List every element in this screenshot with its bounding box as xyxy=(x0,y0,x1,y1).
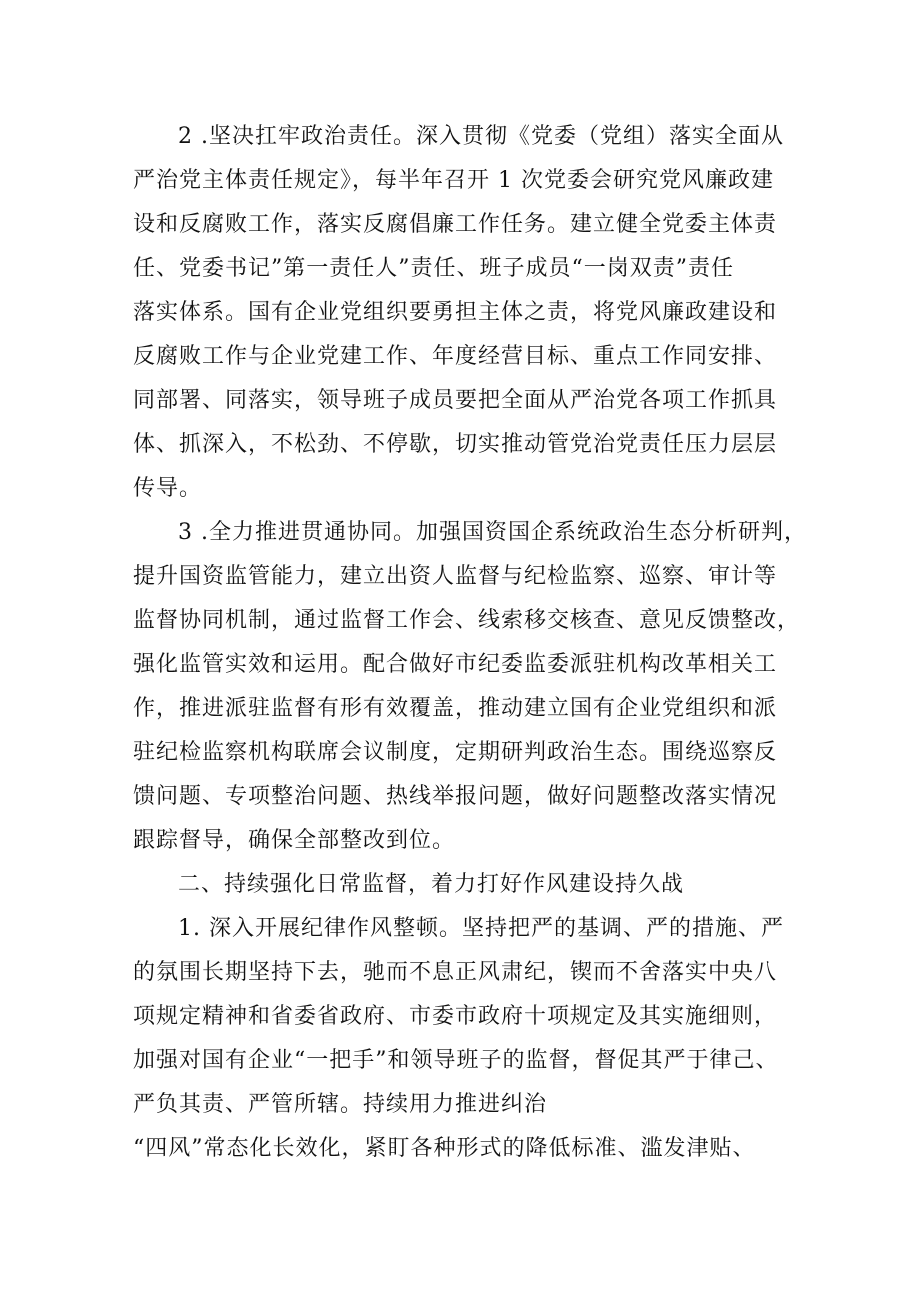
paragraph-3-line-4: 强化监管实效和运用。配合做好市纪委监委派驻机构改革相关工 xyxy=(133,652,778,677)
paragraph-3-line-1: 3 .全力推进贯通协同。加强国资国企系统政治生态分析研判， xyxy=(178,520,807,545)
paragraph-2-line-3: 设和反腐败工作，落实反腐倡廉工作任务。建立健全党委主体责 xyxy=(133,212,778,237)
paragraph-3-line-5: 作，推进派驻监督有形有效覆盖，推动建立国有企业党组织和派 xyxy=(133,696,778,721)
paragraph-3-line-7: 馈问题、专项整治问题、热线举报问题，做好问题整改落实情况 xyxy=(133,784,778,809)
paragraph-2-line-8: 体、抓深入，不松劲、不停歇，切实推动管党治党责任压力层层 xyxy=(133,432,778,457)
paragraph-1-line-1: 1. 深入开展纪律作风整顿。坚持把严的基调、严的措施、严 xyxy=(178,916,784,941)
paragraph-2-line-1: 2 .坚决扛牢政治责任。深入贯彻《党委（党组）落实全面从 xyxy=(178,124,784,149)
paragraph-1-line-5: 严负其责、严管所辖。持续用力推进纠治 xyxy=(133,1092,548,1117)
paragraph-3-line-2: 提升国资监管能力，建立出资人监督与纪检监察、巡察、审计等 xyxy=(133,564,778,589)
paragraph-1-line-2: 的氛围长期坚持下去，驰而不息正风肃纪，锲而不舍落实中央八 xyxy=(133,960,778,985)
paragraph-2-line-2: 严治党主体责任规定》，每半年召开 1 次党委会研究党风廉政建 xyxy=(133,168,774,193)
paragraph-3-line-3: 监督协同机制，通过监督工作会、线索移交核查、意见反馈整改， xyxy=(133,608,801,633)
section-heading: 二、持续强化日常监督，着力打好作风建设持久战 xyxy=(178,872,685,897)
paragraph-1-line-4: 加强对国有企业“一把手”和领导班子的监督，督促其严于律己、 xyxy=(133,1048,779,1073)
paragraph-2-line-5: 落实体系。国有企业党组织要勇担主体之责，将党风廉政建设和 xyxy=(133,300,778,325)
paragraph-1-line-6: “四风”常态化长效化，紧盯各种形式的降低标准、滥发津贴、 xyxy=(133,1136,756,1161)
paragraph-3-line-8: 跟踪督导，确保全部整改到位。 xyxy=(133,828,456,853)
paragraph-1-line-3: 项规定精神和省委省政府、市委市政府十项规定及其实施细则， xyxy=(133,1004,778,1029)
paragraph-2-line-6: 反腐败工作与企业党建工作、年度经营目标、重点工作同安排、 xyxy=(133,344,778,369)
paragraph-3-line-6: 驻纪检监察机构联席会议制度，定期研判政治生态。围绕巡察反 xyxy=(133,740,778,765)
paragraph-2-line-7: 同部署、同落实，领导班子成员要把全面从严治党各项工作抓具 xyxy=(133,388,778,413)
paragraph-2-line-9: 传导。 xyxy=(133,476,203,501)
paragraph-2-line-4: 任、党委书记”第一责任人”责任、班子成员“一岗双责”责任 xyxy=(133,256,734,281)
